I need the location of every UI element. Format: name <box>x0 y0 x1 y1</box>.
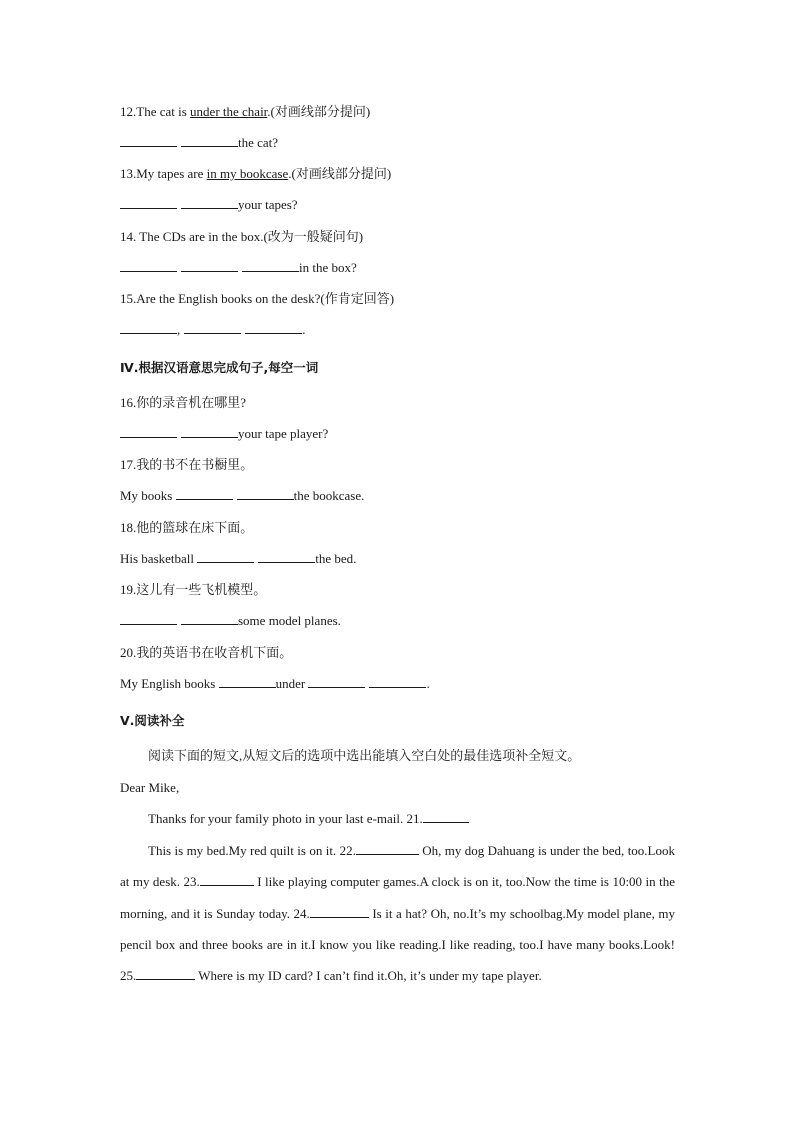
question-15: 15.Are the English books on the desk?(作肯定回答) <box>120 291 395 306</box>
answer-19: some model planes. <box>120 612 341 630</box>
answer-blank[interactable] <box>237 487 294 500</box>
answer-blank[interactable] <box>308 675 365 688</box>
answer-blank[interactable] <box>120 612 177 625</box>
answer-13: your tapes? <box>120 196 298 214</box>
question-18: 18.他的篮球在床下面。 <box>120 520 254 535</box>
underlined-phrase: in my bookcase <box>206 166 289 181</box>
answer-blank[interactable] <box>245 321 302 334</box>
answer-14: in the box? <box>120 259 357 277</box>
answer-blank[interactable] <box>181 196 238 209</box>
answer-16: your tape player? <box>120 425 328 443</box>
answer-blank[interactable] <box>181 425 238 438</box>
letter-paragraph-2: This is my bed.My red quilt is on it. 22. Oh, my dog Dahuang is under the bed, too.Look at my desk. 23. I like playing computer games.A clock is on it, too.Now the time is 10:00 in the morning, and it is Sunday today. 24. Is it a hat? Oh, no.It’s my schoolbag.My model plane, my pencil box and three books are in it.I know you like reading.I like reading, too.I have many books.Look! 25. Where is my ID card? I can’t find it.Oh, it’s under my tape player. <box>120 843 675 984</box>
section-5-instruction: 阅读下面的短文,从短文后的选项中选出能填入空白处的最佳选项补全短文。 <box>148 748 581 763</box>
answer-blank-24[interactable] <box>310 905 369 918</box>
answer-blank[interactable] <box>181 612 238 625</box>
answer-20: My English books under . <box>120 676 430 691</box>
answer-blank[interactable] <box>219 675 276 688</box>
answer-18: His basketball the bed. <box>120 551 357 566</box>
answer-12: the cat? <box>120 134 278 152</box>
answer-blank[interactable] <box>120 321 177 334</box>
answer-blank-25[interactable] <box>136 967 195 980</box>
answer-blank[interactable] <box>176 487 233 500</box>
answer-blank[interactable] <box>120 134 177 147</box>
answer-15: , . <box>120 321 306 339</box>
answer-blank[interactable] <box>369 675 426 688</box>
question-16: 16.你的录音机在哪里? <box>120 395 247 410</box>
answer-blank-22[interactable] <box>356 842 419 855</box>
answer-blank[interactable] <box>120 425 177 438</box>
question-19: 19.这儿有一些飞机模型。 <box>120 582 267 597</box>
answer-blank-21[interactable] <box>423 810 469 823</box>
answer-blank[interactable] <box>181 259 238 272</box>
underlined-phrase: under the chair <box>190 104 268 119</box>
answer-blank[interactable] <box>184 321 241 334</box>
section-5-title: Ⅴ.阅读补全 <box>120 713 185 728</box>
question-14: 14. The CDs are in the box.(改为一般疑问句) <box>120 229 364 244</box>
letter-greeting: Dear Mike, <box>120 780 180 795</box>
answer-17: My books the bookcase. <box>120 488 365 503</box>
question-17: 17.我的书不在书橱里。 <box>120 457 254 472</box>
question-13: 13.My tapes are in my bookcase.(对画线部分提问) <box>120 166 392 181</box>
answer-blank[interactable] <box>120 259 177 272</box>
letter-paragraph-1: Thanks for your family photo in your last e-mail. 21. <box>148 810 469 828</box>
answer-blank[interactable] <box>197 550 254 563</box>
answer-blank-23[interactable] <box>200 873 254 886</box>
answer-blank[interactable] <box>120 196 177 209</box>
section-4-title: Ⅳ.根据汉语意思完成句子,每空一词 <box>120 360 319 375</box>
question-12: 12.The cat is under the chair.(对画线部分提问) <box>120 104 371 119</box>
question-20: 20.我的英语书在收音机下面。 <box>120 645 293 660</box>
answer-blank[interactable] <box>242 259 299 272</box>
answer-blank[interactable] <box>258 550 315 563</box>
answer-blank[interactable] <box>181 134 238 147</box>
